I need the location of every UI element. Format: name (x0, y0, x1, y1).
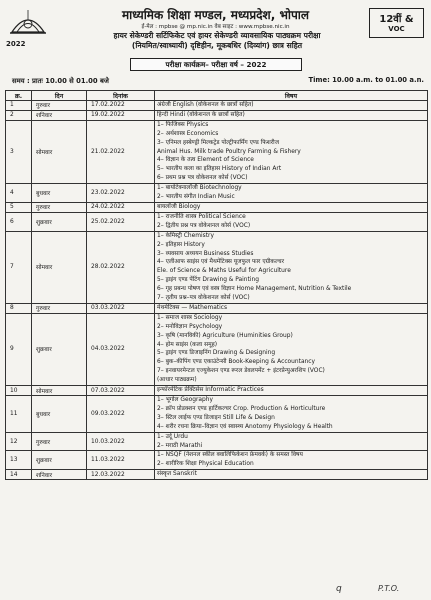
column-header-no: क्र. (6, 91, 32, 101)
row-number: 3 (6, 120, 32, 183)
table-row (6, 470, 428, 480)
table-row (6, 184, 428, 203)
row-subjects (155, 202, 428, 212)
table-row (6, 202, 428, 212)
row-subjects (155, 432, 428, 451)
row-day: गुरुवार (32, 202, 87, 212)
row-number: 14 (6, 470, 32, 480)
exam-schedule-table (5, 90, 428, 480)
subject-line: अंग्रेजी English (वोकेशनल के छात्रों सहित) (157, 102, 254, 108)
row-subjects (155, 396, 428, 433)
subject-line: 2– भारतीय संगीत Indian Music (157, 194, 235, 201)
row-date: 23.02.2022 (87, 184, 155, 203)
row-date: 25.02.2022 (87, 212, 155, 231)
row-number: 7 (6, 231, 32, 303)
subject-line: 1– बायोटेक्नालॉजी Biotechnology (157, 185, 242, 192)
row-subjects (155, 110, 428, 120)
subject-line: 3– स्टिल लाईफ एण्ड डिजाइन Still Life & Design (157, 414, 275, 421)
table-header-row (6, 91, 428, 101)
subject-line: 1– राजनीति शास्त्र Political Science (157, 213, 246, 220)
row-subjects (155, 451, 428, 470)
subject-line: Ele. of Science & Maths Useful for Agriculture (157, 268, 291, 275)
row-date: 21.02.2022 (87, 120, 155, 183)
row-number: 12 (6, 432, 32, 451)
class-badge-class: 12वीं & (379, 14, 414, 25)
subject-line: 2– मराठी Marathi (157, 442, 203, 449)
row-number: 11 (6, 396, 32, 433)
row-date: 11.03.2022 (87, 451, 155, 470)
subject-line: 2– क्रॉप प्रोडक्शन एण्ड हार्टिकल्चर Crop. Production & Horticulture (157, 405, 326, 412)
subject-line: 2– अर्थशास्त्र Economics (157, 130, 219, 137)
row-date: 24.02.2022 (87, 202, 155, 212)
row-subjects (155, 313, 428, 385)
table-row (6, 110, 428, 120)
table-row (6, 432, 428, 451)
row-day: शनिवार (32, 470, 87, 480)
row-date: 12.03.2022 (87, 470, 155, 480)
row-day: शुक्रवार (32, 313, 87, 385)
subject-line: मेथमेटिक्स — Mathematics (157, 304, 228, 311)
row-number: 4 (6, 184, 32, 203)
class-badge-course: VOC (388, 25, 405, 33)
subject-line: बायलॉजी Biology (157, 203, 201, 210)
row-date: 28.02.2022 (87, 231, 155, 303)
row-day: गुरुवार (32, 432, 87, 451)
document-header (0, 0, 431, 64)
subject-line: 3– कृषि (मानविकी) Agriculture (Huminities Group) (157, 332, 293, 339)
row-number: 13 (6, 451, 32, 470)
subject-line: 2– द्वितीय प्रश्न पत्र वोकेशनल कोर्स (VOC) (157, 222, 251, 229)
row-number: 9 (6, 313, 32, 385)
subject-line: 4– होम साइंस (कला समूह) (157, 341, 218, 348)
column-header-subject: विषय (155, 91, 428, 101)
row-day: सोमवार (32, 231, 87, 303)
table-row (6, 231, 428, 303)
row-day: सोमवार (32, 120, 87, 183)
row-number: 1 (6, 101, 32, 111)
subject-line: 6– प्रथम प्रश्न पत्र वोकेशनल कोर्स (VOC) (157, 175, 248, 182)
subject-line: 4– विज्ञान के तत्व Element of Science (157, 157, 254, 164)
row-day: गुरुवार (32, 101, 87, 111)
subject-line: 3– एनिमल हस्बेण्ड्री मिल्कट्रेड पोल्ट्रीफार्मिंग एण्ड फिशरीज (157, 139, 280, 146)
row-date: 07.03.2022 (87, 386, 155, 396)
row-subjects (155, 231, 428, 303)
time-hindi: समय : प्रातः 10.00 से 01.00 बजे (12, 77, 109, 85)
table-row (6, 120, 428, 183)
row-day: बुधवार (32, 396, 87, 433)
row-day: शनिवार (32, 110, 87, 120)
row-day: गुरुवार (32, 303, 87, 313)
subject-line: 1– उर्दू Urdu (157, 433, 188, 440)
subject-line: 2– मनोविज्ञान Psychology (157, 323, 223, 330)
row-subjects (155, 101, 428, 111)
subject-line: 4– शरीर रचना क्रिया–विज्ञान एवं स्वास्थ्य Anotomy Physiology & Health (157, 423, 333, 430)
subject-line: 5– ड्राइंग एण्ड पेंटिंग Drawing & Painting (157, 277, 259, 284)
column-header-day: दिन (32, 91, 87, 101)
row-date: 17.02.2022 (87, 101, 155, 111)
subject-line: 7– इनवायरमेन्टल एज्युकेशन एण्ड रूरल डेवलपमेंट + इंटरप्रेन्युअरशिप (VOC) (157, 368, 325, 375)
subject-line: 2– शारीरिक शिक्षा Physical Education (157, 461, 254, 468)
subject-line: 1– केमिस्ट्री Chemistry (157, 232, 214, 239)
table-row (6, 451, 428, 470)
subject-line: 7– तृतीय प्रश्न–पत्र वोकेशनल कोर्स (VOC) (157, 295, 250, 302)
row-number: 5 (6, 202, 32, 212)
time-english: Time: 10.00 a.m. to 01.00 a.n. (308, 76, 424, 84)
row-subjects (155, 386, 428, 396)
row-subjects (155, 303, 428, 313)
subject-line: 5– ड्राइंग एण्ड डिजाइनिंग Drawing & Designing (157, 350, 276, 357)
subject-line: इन्फॉरमेटिक प्रेक्टिसेस Informatic Practices (157, 387, 264, 394)
subject-line: 1– भूगोल Geography (157, 397, 213, 403)
row-subjects (155, 120, 428, 183)
subject-line: 6– गृह प्रबन्ध पोषण एवं वस्त्र विज्ञान Home Management, Nutrition & Textile (157, 286, 352, 293)
row-number: 10 (6, 386, 32, 396)
row-date: 19.02.2022 (87, 110, 155, 120)
subject-line: 2– इतिहास History (157, 241, 205, 248)
signature-mark: ԛ (336, 584, 342, 594)
exam-name-line: हायर सेकेण्डरी सर्टिफिकेट एवं हायर सेकेण्डरी व्यावसायिक पाठ्यक्रम परीक्षा (113, 31, 321, 40)
row-subjects (155, 212, 428, 231)
row-date: 09.03.2022 (87, 396, 155, 433)
pto-note: P.T.O. (378, 584, 400, 593)
subject-line: 1– समाज शास्त्र Sociology (157, 314, 223, 321)
row-day: सोमवार (32, 386, 87, 396)
row-day: शुक्रवार (32, 212, 87, 231)
row-number: 8 (6, 303, 32, 313)
row-day: बुधवार (32, 184, 87, 203)
contact-line: ई-मेल : mpbse @ mp.nic.in वेब साइट : www.mpbse.nic.in (141, 24, 290, 30)
subject-line: (आधार पाठ्यक्रम) (157, 377, 197, 384)
table-row (6, 303, 428, 313)
table-row (6, 212, 428, 231)
table-body (6, 101, 428, 480)
programme-title: परीक्षा कार्यक्रम– परीक्षा वर्ष – 2022 (130, 58, 302, 71)
board-title: माध्यमिक शिक्षा मण्डल, मध्यप्रदेश, भोपाल (121, 8, 310, 22)
subject-line: 5– भारतीय कला का इतिहास History of Indian Art (157, 166, 282, 173)
exam-year-label: 2022 (6, 40, 26, 48)
row-subjects (155, 184, 428, 203)
subject-line: Animal Hus. Milk trade Poultry Farming & Fishery (157, 148, 301, 155)
subject-line: 6– बुक–कीपिंग एण्ड एकाउंटेन्सी Book-Keeping & Accountancy (157, 359, 316, 366)
table-row (6, 386, 428, 396)
exam-category-line: (नियमित/स्वाध्यायी) दृष्टिहीन, मूकबधिर (दिव्यांग) छात्र सहित (131, 41, 303, 50)
subject-line: हिन्दी Hindi (वोकेशनल के छात्रों सहित) (157, 111, 245, 118)
subject-line: 1– NSQF (नेशनल स्कील क्वालिफिकेशन फ्रेमवर्क) के समस्त विषय (157, 452, 303, 459)
subject-line: 4– एलीआफ साइंस एवं मैथमेटिक्स यूजफुल फार एग्रीकल्चर (157, 259, 285, 266)
row-day: शुक्रवार (32, 451, 87, 470)
class-badge (369, 8, 424, 38)
column-header-date: दिनांक (87, 91, 155, 101)
table-row (6, 396, 428, 433)
subject-line: 3– व्यवसाय अध्ययन Business Studies (157, 250, 254, 257)
row-date: 10.03.2022 (87, 432, 155, 451)
subject-line: संस्कृत Sanskrit (157, 471, 197, 478)
row-number: 6 (6, 212, 32, 231)
table-row (6, 101, 428, 111)
row-subjects (155, 470, 428, 480)
row-date: 03.03.2022 (87, 303, 155, 313)
row-number: 2 (6, 110, 32, 120)
subject-line: 1– फिजिक्स Physics (157, 121, 209, 128)
table-row (6, 313, 428, 385)
row-date: 04.03.2022 (87, 313, 155, 385)
